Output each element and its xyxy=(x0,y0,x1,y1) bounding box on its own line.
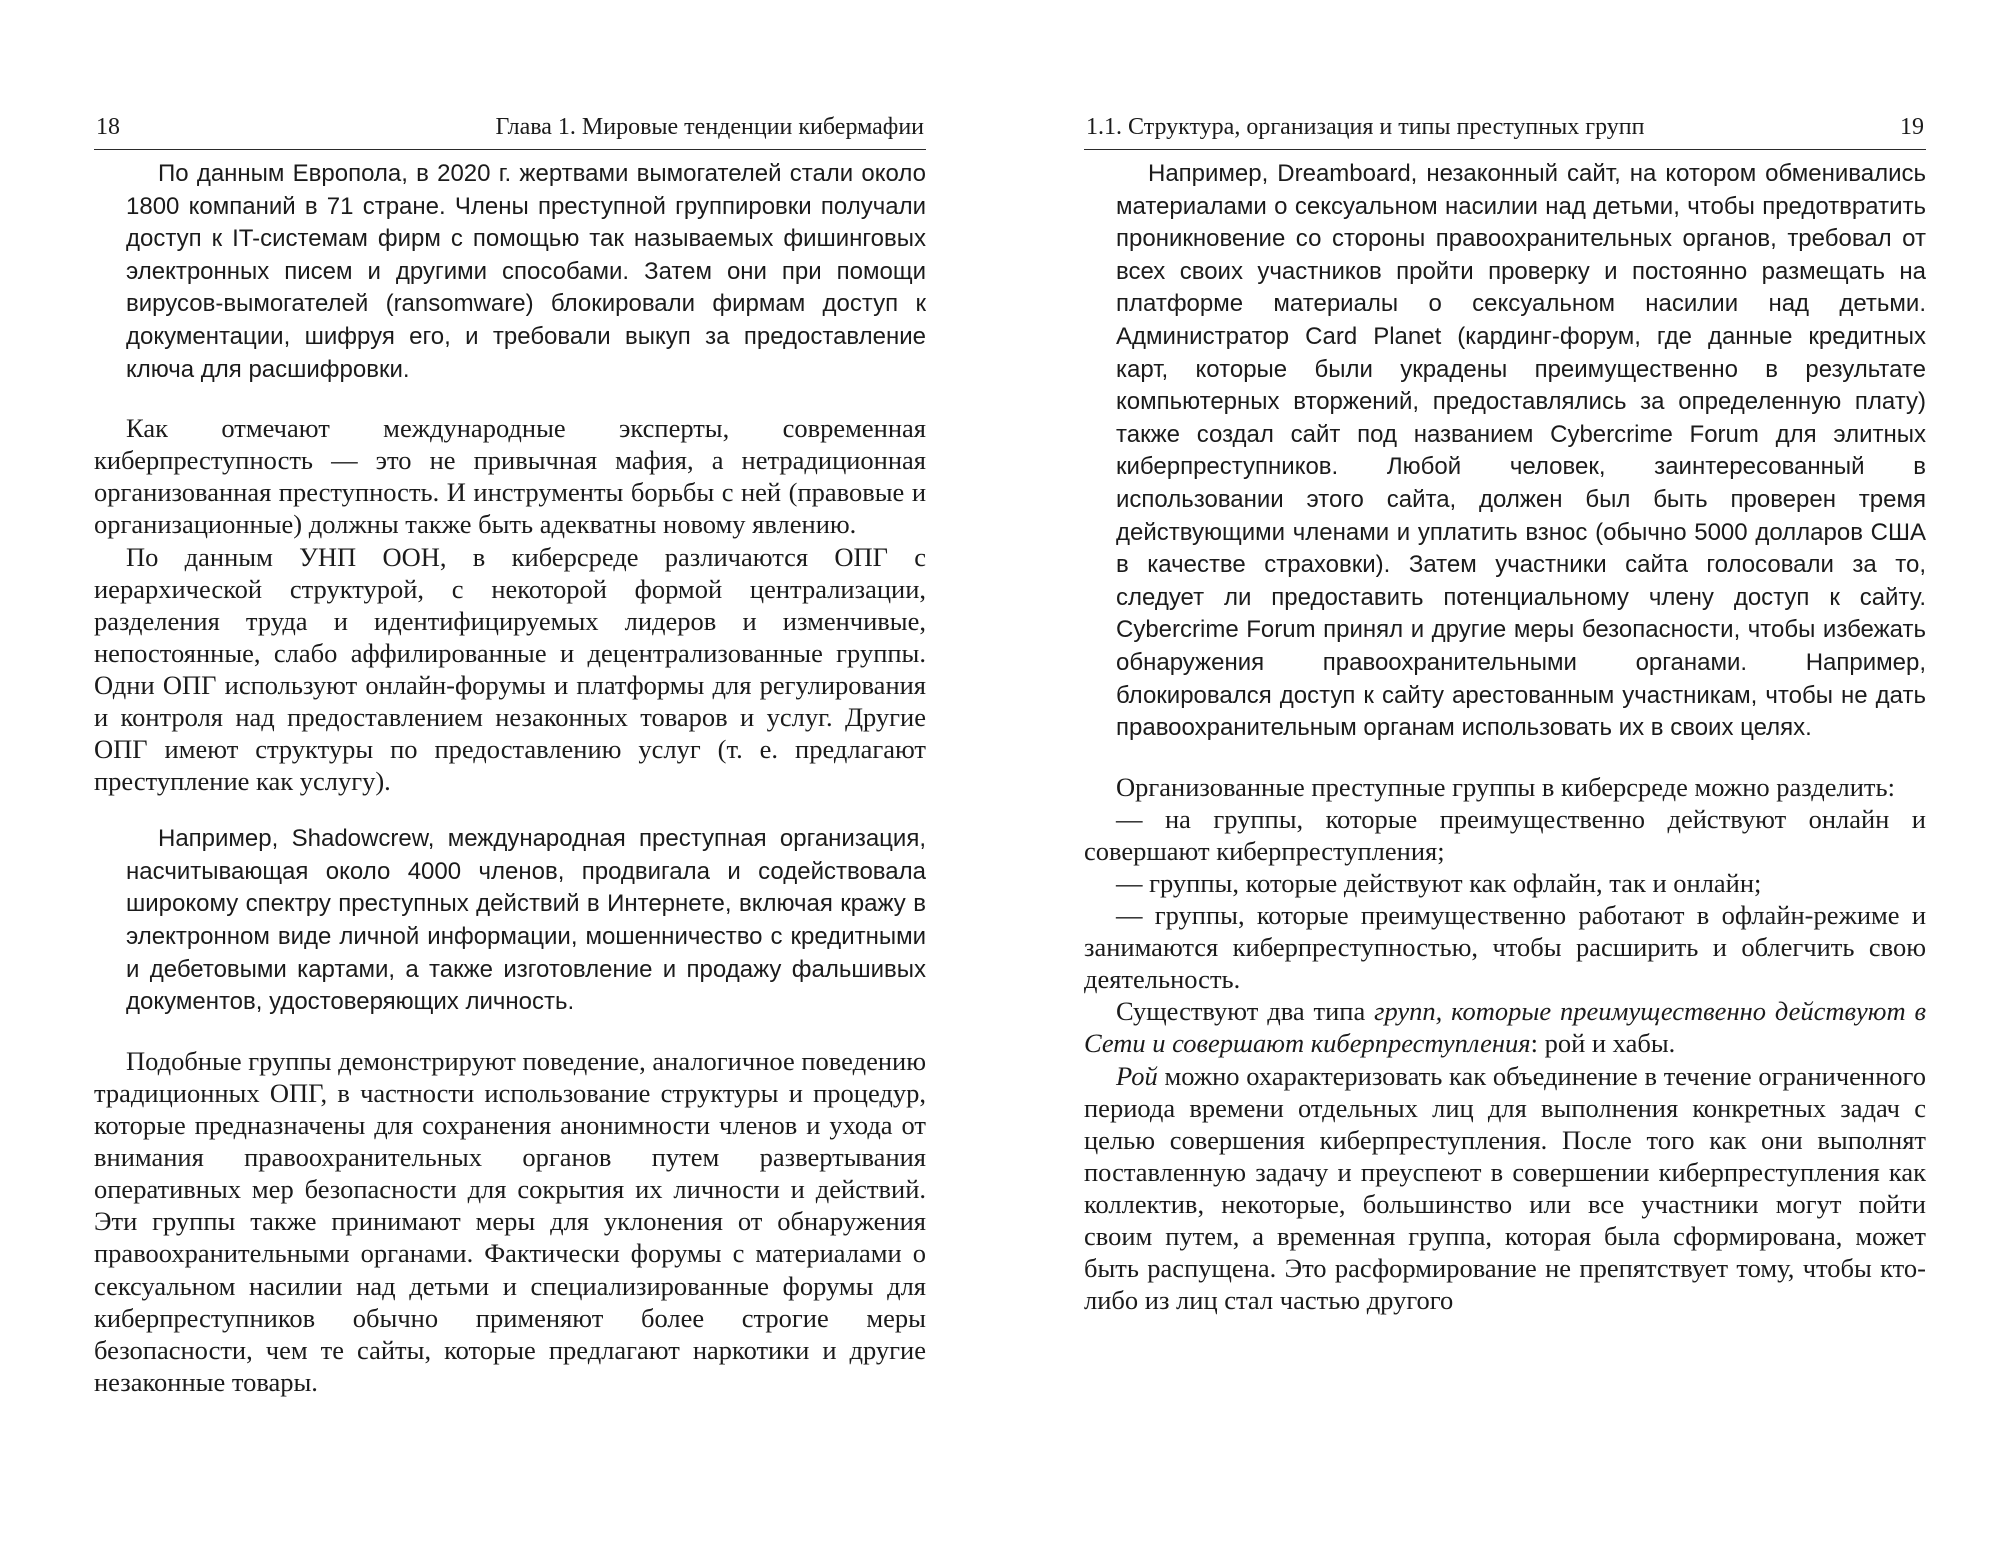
right-running-head xyxy=(1084,105,1926,150)
swarm-text: можно охарактеризовать как объединение в течение ограниченного периода времени отдельных лиц для выполнения конкретных задач с целью совершения киберпреступления. После того как они выполнят поставленную задачу и преуспеют в совершении киберпреступления как коллектив, некоторые, большинство или все участники могут пойти своим путем, а временная группа, которая была сформирована, может быть распущена. Это расформирование не препятствует тому, чтобы кто-либо из лиц стал частью другого xyxy=(1084,1060,1926,1316)
group-types-paragraph xyxy=(1084,995,1926,1059)
left-running-head xyxy=(94,105,926,150)
example-box-dreamboard xyxy=(1084,158,1926,745)
group-types-italic: групп, которые преимущественно действуют в Сети и совершают киберпреступления xyxy=(1084,996,1927,1059)
right-page-number: 19 xyxy=(1900,114,1924,140)
left-page xyxy=(94,105,926,1398)
example-box-europol xyxy=(94,158,926,386)
left-running-title: Глава 1. Мировые тенденции кибермафии xyxy=(495,114,924,140)
similar-groups-paragraph: Подобные группы демонстрируют поведение, аналогичное поведению традиционных ОПГ, в частности использование структуры и процедур, которые предназначены для сохранения анонимности членов и ухода от внимания правоохранительных органов путем развертывания оперативных мер безопасности для сокрытия их личности и действий. Эти группы также принимают меры для уклонения от обнаружения правоохранительными органами. Фактически форумы с материалами о сексуальном насилии над детьми и специализированные форумы для киберпреступников обычно применяют более строгие меры безопасности, чем те сайты, которые предлагают наркотики и другие незаконные товары. xyxy=(94,1045,926,1397)
swarm-term: Рой xyxy=(1116,1060,1158,1091)
classification-intro: Организованные преступные группы в киберсреде можно разделить: xyxy=(1116,771,1895,802)
list-item: — группы, которые преимущественно работают в офлайн-режиме и занимаются киберпреступностью, чтобы расширить и облегчить свою деятельность. xyxy=(1084,900,1926,995)
dreamboard-paragraph: Например, Dreamboard, незаконный сайт, на котором обменивались материалами о сексуальном насилии над детьми, чтобы предотвратить проникновение со стороны правоохранительных органов, требовал от всех своих участников пройти проверку и постоянно размещать на платформе материалы о сексуальном насилии над детьми. Администратор Card Planet (кардинг-форум, где данные кредитных карт, которые были украдены преимущественно в результате компьютерных вторжений, предоставлялись за определенную плату) также создал сайт под названием Cybercrime Forum для элитных киберпреступников. Любой человек, заинтересованный в использовании этого сайта, должен был быть проверен тремя действующими членами и уплатить взнос (обычно 5000 долларов США в качестве страховки). Затем участники сайта голосовали за то, следует ли предоставить потенциальному члену доступ к сайту. Cybercrime Forum принял и другие меры безопасности, чтобы избежать обнаружения правоохранительными органами. Например, блокировался доступ к сайту арестованным участникам, чтобы не дать правоохранительным органам использовать их в своих целях. xyxy=(1116,160,1926,742)
left-page-number: 18 xyxy=(96,114,120,140)
shadowcrew-paragraph: Например, Shadowcrew, международная преступная организация, насчитывающая около 4000 членов, продвигала и содействовала широкому спектру преступных действий в Интернете, включая кражу в электронном виде личной информации, мошенничество с кредитными и дебетовыми картами, а также изготовление и продажу фальшивых документов, удостоверяющих личность. xyxy=(126,825,926,1016)
example-box-shadowcrew xyxy=(94,823,926,1019)
list-item: — на группы, которые преимущественно действуют онлайн и совершают киберпреступления; xyxy=(1084,803,1926,866)
right-page xyxy=(1084,105,1926,1316)
swarm-paragraph xyxy=(1084,1060,1926,1317)
list-item: — группы, которые действуют как офлайн, так и онлайн; xyxy=(1116,867,1762,898)
right-page-body xyxy=(1084,158,1926,1316)
europol-paragraph: По данным Европола, в 2020 г. жертвами вымогателей стали около 1800 компаний в 71 стране. Члены преступной группировки получали доступ к IT-системам фирм с помощью так называемых фишинговых электронных писем и другими способами. Затем они при помощи вирусов-вымогателей (ransomware) блокировали фирмам доступ к документации, шифруя его, и требовали выкуп за предоставление ключа для расшифровки. xyxy=(126,160,926,383)
experts-paragraph: Как отмечают международные эксперты, современная киберпреступность — это не привычная мафия, а нетрадиционная организованная преступность. И инструменты борьбы с ней (правовые и организационные) должны также быть адекватны новому явлению. xyxy=(94,413,926,540)
unodc-paragraph: По данным УНП ООН, в киберсреде различаются ОПГ с иерархической структурой, с некоторой формой централизации, разделения труда и идентифицируемых лидеров и изменчивые, непостоянные, слабо аффилированные и децентрализованные группы. Одни ОПГ используют онлайн-форумы и платформы для регулирования и контроля над предоставлением незаконных товаров и услуг. Другие ОПГ имеют структуры по предоставлению услуг (т. е. предлагают преступление как услугу). xyxy=(94,541,926,797)
group-types-lead: Существуют два типа xyxy=(1116,996,1375,1027)
left-page-body xyxy=(94,158,926,1398)
right-running-title: 1.1. Структура, организация и типы преступных групп xyxy=(1086,114,1645,140)
group-types-tail: : рой и хабы. xyxy=(1530,1028,1676,1059)
